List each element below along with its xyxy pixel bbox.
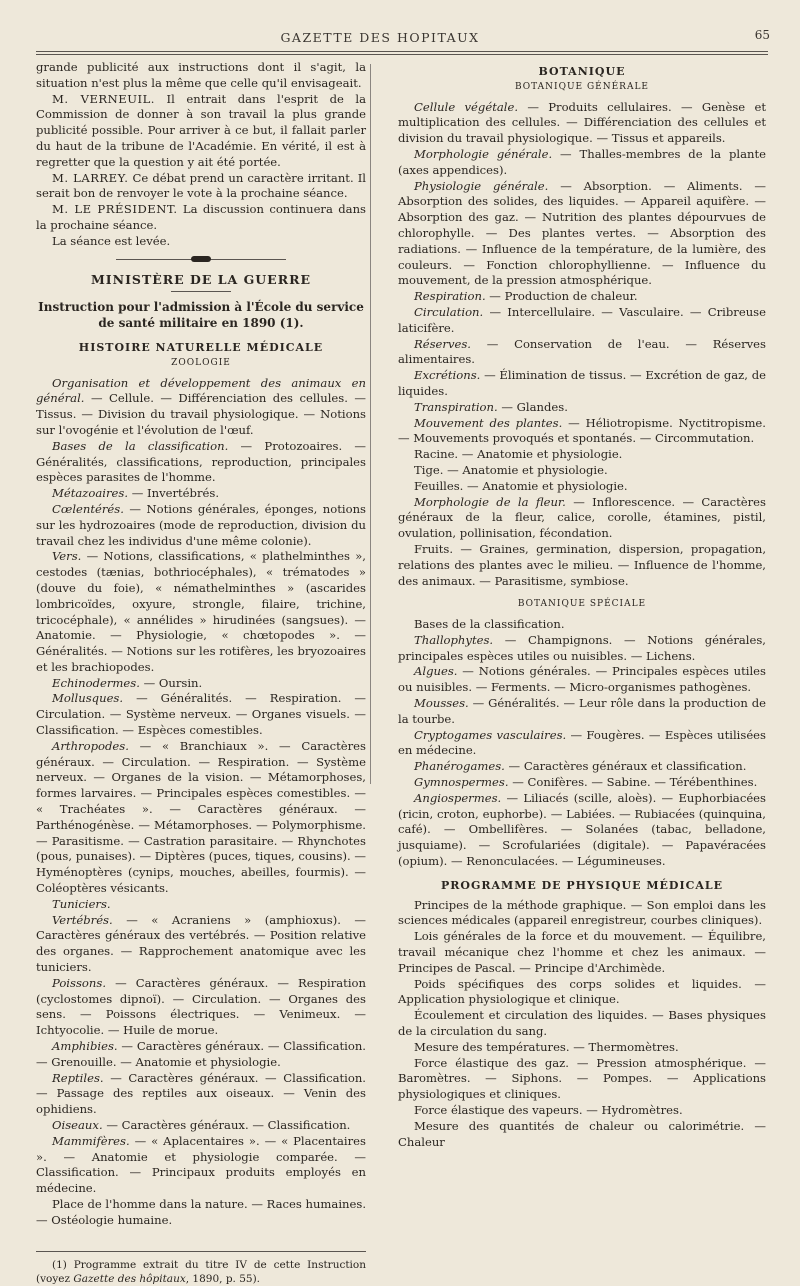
item-text: — Thalles-membres de la plante (axes appendices). xyxy=(398,146,766,177)
item-keyword: Mouvement des plantes. xyxy=(414,415,563,430)
subsection-subheading: ZOOLOGIE xyxy=(171,357,231,368)
paragraph: grande publicité aux instructions dont il s'agit, la situation n'est plus la même que celle qu'il envisageait. xyxy=(36,60,366,90)
item-keyword: Reptiles. xyxy=(52,1070,104,1085)
item-text: — Champignons. — Notions générales, principales espèces utiles ou nuisibles. — Lichens. xyxy=(398,632,766,663)
item-keyword: Cœlentérés. xyxy=(52,501,124,516)
item-keyword: Algues. xyxy=(414,664,458,679)
column-separator xyxy=(370,64,371,784)
item-keyword: Amphibies. xyxy=(52,1039,118,1054)
subsection-subheading: BOTANIQUE GÉNÉRALE xyxy=(514,81,650,92)
item-text: — « Acraniens » (amphioxus). — Caractères généraux des vertébrés. — Position relative des organes. — Rapprochement anatomique avec les tuniciers. xyxy=(36,912,366,975)
botany-special-list xyxy=(398,617,766,870)
item-keyword: Réserves. xyxy=(414,336,471,351)
program-item xyxy=(398,179,766,290)
item-text: — Caractères généraux. — Classification. — Grenouille. — Anatomie et physiologie. xyxy=(36,1039,366,1069)
program-item xyxy=(398,147,766,179)
item-keyword: Cryptogames vasculaires. xyxy=(414,727,567,742)
speaker-name: M. LARREY. xyxy=(52,170,129,185)
journal-title: GAZETTE DES HOPITAUX xyxy=(280,30,480,45)
item-keyword: Excrétions. xyxy=(414,368,481,383)
program-item xyxy=(36,376,366,439)
physics-item: Poids spécifiques des corps solides et liquides. — Application physiologique et clinique. xyxy=(398,976,766,1007)
physics-item: Mesure des températures. — Thermomètres. xyxy=(414,1039,679,1054)
program-item xyxy=(36,486,366,502)
item-text: — Caractères généraux. — Respiration (cyclostomes dipnoï). — Circulation. — Organes des sens. — Poissons électriques. — Venimeux. — Ichtyocolie. — Huile de morue. xyxy=(36,975,366,1038)
item-keyword: Transpiration. xyxy=(414,399,498,414)
section-heading: MINISTÈRE DE LA GUERRE xyxy=(90,271,312,287)
item-keyword: Oiseaux. xyxy=(52,1118,103,1132)
program-item xyxy=(398,100,766,147)
program-item xyxy=(36,897,366,913)
program-item xyxy=(398,447,766,463)
item-text: — Produits cellulaires. — Genèse et multiplication des cellules. — Différenciation des cellules et division du travail physiologique. — Tissus et appareils. xyxy=(398,99,766,146)
program-item xyxy=(36,739,366,897)
program-item xyxy=(36,1039,366,1071)
article-title: Instruction pour l'admission à l'École du service de santé militaire en 1890 (1). xyxy=(38,300,364,331)
paragraph xyxy=(36,202,366,234)
item-text: — Généralités. — Leur rôle dans la production de la tourbe. xyxy=(398,696,766,726)
program-item xyxy=(398,696,766,728)
program-item xyxy=(398,463,766,479)
program-item xyxy=(398,728,766,760)
paragraph: Place de l'homme dans la nature. — Races humaines. — Ostéologie humaine. xyxy=(36,1196,367,1227)
item-text: — Inflorescence. — Caractères généraux de la fleur, calice, corolle, étamines, pistil, ovulation, pollinisation, fécondation. xyxy=(398,494,766,541)
item-text: — Intercellulaire. — Vasculaire. — Cribreuse laticifère. xyxy=(398,304,766,335)
program-item xyxy=(36,691,366,738)
footnote xyxy=(36,1258,366,1286)
program-item xyxy=(398,479,766,495)
physics-item: Mesure des quantités de chaleur ou calorimétrie. — Chaleur xyxy=(398,1118,766,1149)
item-text: — Liliacés (scille, aloès). — Euphorbiacées (ricin, croton, euphorbe). — Labiées. — Rubiacées (quinquina, café). — Ombellifères. — Solanées (tabac, belladone, jusquiame). — Scrofulariées (digitale). — Papavéracées (opium). — Renonculacées. — Légumineuses. xyxy=(398,790,766,869)
item-text: — Oursin. xyxy=(139,675,203,690)
program-item xyxy=(36,549,366,675)
header-rule xyxy=(36,51,768,52)
item-keyword: Arthropodes. xyxy=(52,738,129,753)
program-item xyxy=(398,368,766,400)
footnote-text: , 1890, p. 55). xyxy=(185,1272,261,1285)
program-item xyxy=(398,305,766,337)
physics-list xyxy=(398,898,766,1151)
item-keyword: Mollusques. xyxy=(52,691,124,706)
item-keyword: Phanérogames. xyxy=(414,759,505,774)
item-text: — Caractères généraux et classification. xyxy=(504,759,747,774)
item-text: — « Branchiaux ». — Caractères généraux. — Circulation. — Respiration. — Système nerveux. — Organes de la vision. — Métamorphoses, formes larvaires. — Principales espèces comestibles. — « Trachéates ». — Caractères généraux. — Parthénogénèse. — Métamorphoses. — Polymorphisme. — Parasitisme. — Castration parasitaire. — Rhynchotes (pous, punaises). — Diptères (puces, tiques, cousins). — Hyménoptères (cynips, mouches, abeilles, fourmis). — Coléoptères vésicants. xyxy=(36,738,366,896)
speaker-name: M. VERNEUIL. xyxy=(52,91,155,106)
item-text: Feuilles. — Anatomie et physiologie. xyxy=(414,478,628,493)
right-column xyxy=(398,60,766,1150)
paragraph: La séance est levée. xyxy=(52,233,171,248)
item-keyword: Métazoaires. xyxy=(52,486,129,501)
item-text: — Caractères généraux. — Classification. — Passage des reptiles aux oiseaux. — Venin des ophidiens. xyxy=(36,1070,366,1117)
paragraph-text: Il entrait dans l'esprit de la Commission de donner à son travail la plus grande publicité possible. Pour arriver à ce but, il fallait parler du haut de la tribune de l'Académie. En vérité, il est à regretter que la question y ait été portée. xyxy=(36,91,367,169)
program-item xyxy=(398,759,766,775)
item-keyword: Vers. xyxy=(52,549,82,564)
item-text: — Conservation de l'eau. — Réserves alimentaires. xyxy=(398,336,766,367)
program-item xyxy=(398,542,766,589)
item-text: — Élimination de tissus. — Excrétion de gaz, de liquides. xyxy=(398,368,766,398)
item-keyword: Thallophytes. xyxy=(414,632,494,647)
left-column xyxy=(36,60,366,1286)
item-text: — Absorption. — Aliments. — Absorption des solides, des liquides. — Appareil aquifère. — Absorption des gaz. — Nutrition des plantes dépourvues de chlorophylle. — Des plantes vertes. — Absorption des radiations. — Influence de la température, de la lumière, des couleurs. — Fonction chlorophyllienne. — Influence du mouvement, de la pression atmosphérique. xyxy=(398,178,766,288)
program-item xyxy=(398,633,766,665)
section-heading: PROGRAMME DE PHYSIQUE MÉDICALE xyxy=(440,878,724,892)
item-keyword: Morphologie générale. xyxy=(414,146,553,161)
paragraph-text: Ce débat prend un caractère irritant. Il serait bon de renvoyer le vote à la prochaine séance. xyxy=(36,170,366,201)
item-text: — Notions générales. — Principales espèces utiles ou nuisibles. — Ferments. — Micro-organismes pathogènes. xyxy=(398,664,766,695)
program-item xyxy=(398,495,766,542)
footnote-rule xyxy=(36,1251,366,1252)
item-keyword: Echinodermes. xyxy=(52,675,140,690)
item-keyword: Morphologie de la fleur. xyxy=(414,494,566,509)
ornament-divider xyxy=(116,256,286,262)
item-text: Fruits. — Graines, germination, dispersion, propagation, relations des plantes avec le milieu. — Influence de l'homme, des animaux. — Parasitisme, symbiose. xyxy=(398,541,766,588)
physics-item: Principes de la méthode graphique. — Son emploi dans les sciences médicales (appareil enregistreur, courbes cliniques). xyxy=(398,897,766,928)
item-keyword: Circulation. xyxy=(414,304,484,319)
item-text: — Invertébrés. xyxy=(128,486,220,501)
program-item xyxy=(398,775,766,791)
item-keyword: Poissons. xyxy=(52,975,107,990)
program-item xyxy=(36,1134,366,1197)
paragraph-text: La discussion continuera dans la prochaine séance. xyxy=(36,202,366,232)
item-text: Tige. — Anatomie et physiologie. xyxy=(414,462,608,477)
item-keyword: Mousses. xyxy=(414,696,469,711)
program-item xyxy=(36,1071,366,1118)
physics-item: Force élastique des vapeurs. — Hydromètres. xyxy=(414,1103,683,1117)
item-keyword: Vertébrés. xyxy=(52,912,113,927)
page-number: 65 xyxy=(754,28,770,42)
item-text: Racine. — Anatomie et physiologie. xyxy=(414,447,623,462)
item-keyword: Gymnospermes. xyxy=(414,775,509,790)
speaker-name: M. LE PRÉSIDENT. xyxy=(52,202,178,217)
item-keyword: Bases de la classification. xyxy=(52,438,229,453)
program-item xyxy=(36,439,366,486)
header-rule-thin xyxy=(36,54,768,55)
item-text: — Généralités. — Respiration. — Circulation. — Système nerveux. — Organes visuels. — Classification. — Espèces comestibles. xyxy=(36,691,366,738)
subsection-heading: HISTOIRE NATURELLE MÉDICALE xyxy=(78,340,324,354)
item-text: — Notions, classifications, « plathelminthes », cestodes (tænias, bothriocéphales), « trématodes » (douve du foie), « némathelminthes » (ascarides lombricoïdes, oxyure, strongle, filaire, trichine, tricocéphale), « annélides » hirudinées (sangsues). — Anatomie. — Physiologie, « chœtopodes ». — Généralités. — Notions sur les rotifères, les bryozoaires et les brachiopodes. xyxy=(36,549,366,674)
zoology-list xyxy=(36,376,366,1197)
item-keyword: Respiration. xyxy=(414,289,486,304)
botany-general-list xyxy=(398,100,766,590)
item-keyword: Organisation et développement des animaux en général. xyxy=(36,375,366,406)
item-text: — Conifères. — Sabine. — Térébenthines. xyxy=(508,775,758,790)
item-keyword: Tuniciers. xyxy=(52,896,111,911)
item-keyword: Mammifères. xyxy=(52,1133,130,1148)
item-text: — Glandes. xyxy=(497,399,568,414)
short-rule xyxy=(171,291,231,292)
program-item xyxy=(36,676,366,692)
footnote-text: (1) Programme extrait du titre IV de cette Instruction (voyez xyxy=(36,1258,366,1285)
item-text: — Protozoaires. — Généralités, classifications, reproduction, principales espèces parasites de l'homme. xyxy=(36,438,366,485)
footnote-citation: Gazette des hôpitaux xyxy=(73,1272,186,1285)
subsection-subheading: BOTANIQUE SPÉCIALE xyxy=(517,599,647,610)
item-text: — Production de chaleur. xyxy=(485,289,638,304)
paragraph xyxy=(36,92,366,171)
physics-item: Écoulement et circulation des liquides. — Bases physiques de la circulation du sang. xyxy=(398,1008,766,1039)
item-keyword: Physiologie générale. xyxy=(414,178,549,193)
program-item xyxy=(36,976,366,1039)
physics-item: Lois générales de la force et du mouvement. — Équilibre, travail mécanique chez l'homme et chez les animaux. — Principes de Pascal. — Principe d'Archimède. xyxy=(398,929,766,975)
program-item xyxy=(36,913,366,976)
program-item xyxy=(398,337,766,369)
program-item xyxy=(398,416,766,448)
item-text: — Cellule. — Différenciation des cellules. — Tissus. — Division du travail physiologique. — Notions sur l'ovogénie et l'évolution de l'œuf. xyxy=(36,391,366,437)
item-text: — Caractères généraux. — Classification. xyxy=(102,1118,351,1132)
item-text: — « Aplacentaires ». — « Placentaires ». — Anatomie et physiologie comparée. — Classification. — Principaux produits employés en médecine. xyxy=(36,1133,366,1196)
program-item xyxy=(398,400,766,416)
item-keyword: Angiospermes. xyxy=(414,790,502,805)
program-item xyxy=(398,617,766,633)
physics-item: Force élastique des gaz. — Pression atmosphérique. — Baromètres. — Siphons. — Pompes. — Applications physiologiques et cliniques. xyxy=(398,1055,766,1102)
paragraph xyxy=(36,171,366,203)
program-item xyxy=(398,664,766,696)
item-text: — Notions générales, éponges, notions sur les hydrozoaires (mode de reproduction, division du travail chez les individus d'une même colonie). xyxy=(36,501,366,548)
item-text: — Fougères. — Espèces utilisées en médecine. xyxy=(398,727,766,758)
program-item xyxy=(36,1118,366,1134)
program-item xyxy=(398,289,766,305)
item-text: Bases de la classification. xyxy=(414,617,565,632)
item-keyword: Cellule végétale. xyxy=(414,99,519,114)
program-item xyxy=(36,502,366,549)
program-item xyxy=(398,791,766,870)
section-heading: BOTANIQUE xyxy=(538,65,626,78)
item-text: — Héliotropisme. Nyctitropisme. — Mouvements provoqués et spontanés. — Circommutation. xyxy=(398,415,766,446)
